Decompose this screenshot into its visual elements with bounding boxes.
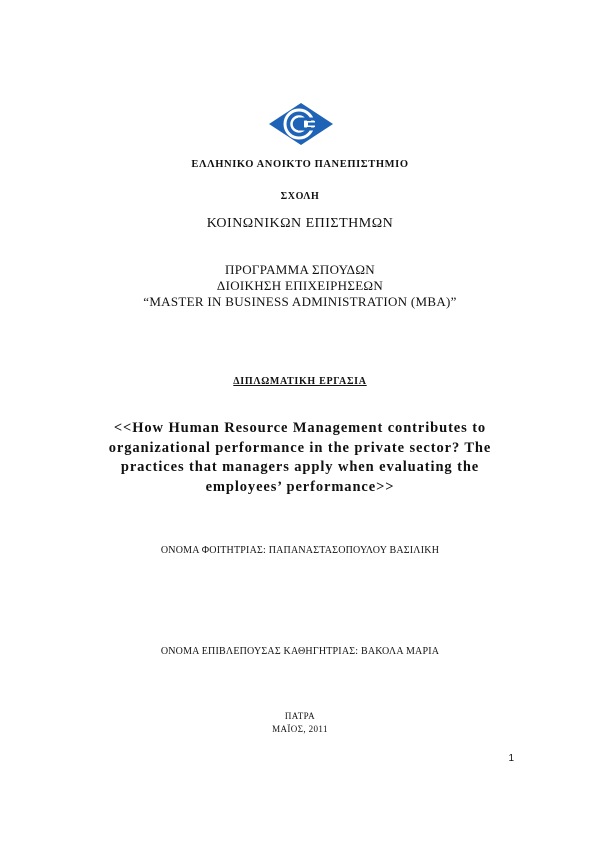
program-field: ΔΙΟΙΚΗΣΗ ΕΠΙΧΕΙΡΗΣΕΩΝ [216, 278, 384, 293]
thesis-label: ΔΙΠΛΩΜΑΤΙΚΗ ΕΡΓΑΣΙΑ [233, 376, 367, 387]
faculty-name: ΚΟΙΝΩΝΙΚΩΝ ΕΠΙΣΤΗΜΩΝ [206, 216, 394, 231]
thesis-title [0, 419, 600, 497]
thesis-title-line: practices that managers apply when evaluating the [120, 459, 480, 475]
program-block [0, 262, 600, 310]
date: ΜΑΪΟΣ, 2011 [272, 724, 328, 734]
city: ΠΑΤΡΑ [284, 711, 316, 721]
university-logo-icon [268, 102, 334, 146]
supervisor-name: ΟΝΟΜΑ ΕΠΙΒΛΕΠΟΥΣΑΣ ΚΑΘΗΓΗΤΡΙΑΣ: ΒΑΚΟΛΑ ΜΑΡΙΑ [160, 646, 440, 657]
program-degree: “MASTER IN BUSINESS ADMINISTRATION (MBA)” [143, 294, 457, 309]
page-number: 1 [508, 753, 514, 764]
thesis-title-line: organizational performance in the private sector? The [108, 439, 492, 456]
thesis-title-line: employees’ performance>> [205, 478, 395, 495]
student-name: ΟΝΟΜΑ ΦΟΙΤΗΤΡΙΑΣ: ΠΑΠΑΝΑΣΤΑΣΟΠΟΥΛΟΥ ΒΑΣΙΛΙΚΗ [160, 545, 440, 556]
university-name: ΕΛΛΗΝΙΚΟ ΑΝΟΙΚΤΟ ΠΑΝΕΠΙΣΤΗΜΙΟ [191, 159, 409, 170]
thesis-title-line: <<How Human Resource Management contributes to [113, 420, 487, 436]
school-label: ΣΧΟΛΗ [280, 191, 320, 202]
program-title: ΠΡΟΓΡΑΜΜΑ ΣΠΟΥΔΩΝ [225, 262, 375, 277]
